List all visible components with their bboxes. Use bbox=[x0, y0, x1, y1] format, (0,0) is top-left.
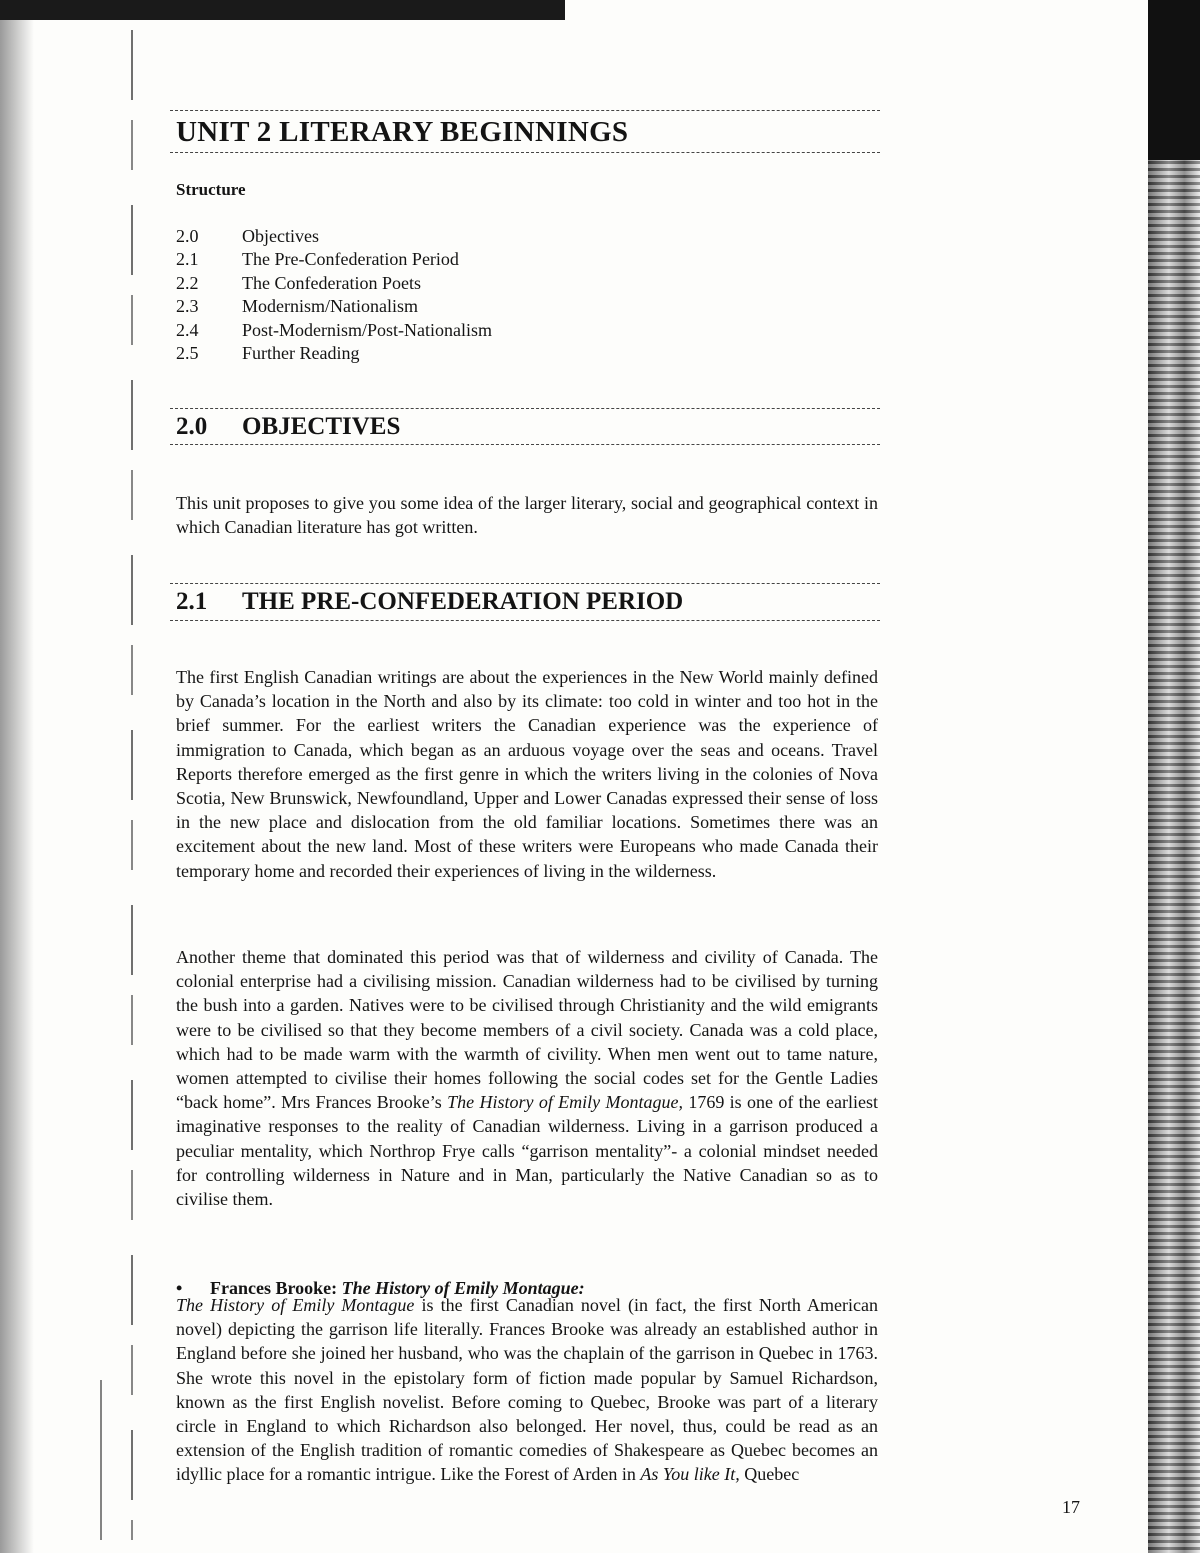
toc-item: 2.1 The Pre-Confederation Period bbox=[176, 249, 459, 270]
book-title-emily-montague: The History of Emily Montague, bbox=[447, 1092, 683, 1113]
pre-confederation-paragraph-2: Another theme that dominated this period was that of wilderness and civility of Canada. The colonial enterprise had a civilising mission. Canadian wilderness had to be civilised by turning the bush into a garden. Natives were to be civilised through Christianity and the wild emigrants were to be civilised so that they become members of a civil society. Canada was a cold place, which had to be made warm with the warmth of civility. When men went out to tame nature, women attempted to civilise their homes following the social codes set for the Gentle Ladies “back home”. Mrs Frances Brooke’s The History of Emily Montague, 1769 is one of the earliest imaginative responses to the reality of Canadian wilderness. Living in a garrison produced a peculiar mentality, which Northrop Frye calls “garrison mentality”- a colonial mindset needed for controlling wilderness in Nature and in Man, particularly the Native Canadian so as to civilise them. bbox=[176, 947, 878, 1210]
pre-confederation-paragraph-1: The first English Canadian writings are about the experiences in the New World mainly defined by Canada’s location in the North and also by its climate: too cold in winter and too hot in the brief summer. For the earliest writers the Canadian experience was the experience of immigration to Canada, which began as an arduous voyage over the seas and oceans. Travel Reports therefore emerged as the first genre in which the writers living in the colonies of Nova Scotia, New Brunswick, Newfoundland, Upper and Lower Canadas expressed their sense of loss in the new place and dislocation from the old familiar locations. Sometimes there was an excitement about the new land. Most of these writers were Europeans who made Canada their temporary home and recorded their experiences of living in the wilderness. bbox=[176, 667, 878, 881]
scan-edge-left bbox=[0, 0, 34, 1553]
bullet-heading-frances-brooke: • Frances Brooke: The History of Emily Montague: bbox=[176, 1278, 585, 1298]
objectives-paragraph: This unit proposes to give you some idea of the larger literary, social and geographical context in which Canadian literature has got written. bbox=[176, 493, 878, 538]
page-number: 17 bbox=[1062, 1497, 1080, 1517]
rule-preconfed-bottom bbox=[170, 620, 880, 621]
structure-label: Structure bbox=[176, 180, 246, 199]
scan-edge-right-dark bbox=[1148, 0, 1200, 160]
binding-margin-line-lower bbox=[100, 1380, 102, 1540]
toc-item: 2.2 The Confederation Poets bbox=[176, 272, 421, 293]
toc-item: 2.0 Objectives bbox=[176, 226, 319, 246]
scan-edge-right bbox=[1148, 0, 1200, 1553]
scan-edge-top bbox=[0, 0, 565, 20]
rule-objectives-bottom bbox=[170, 444, 880, 445]
toc-item: 2.5 Further Reading bbox=[176, 342, 360, 363]
rule-under-title bbox=[170, 152, 880, 153]
binding-margin-line bbox=[131, 30, 133, 1540]
unit-title: UNIT 2 LITERARY BEGINNINGS bbox=[176, 116, 629, 148]
pre-confederation-paragraph-3: The History of Emily Montague is the first Canadian novel (in fact, the first North American novel) depicting the garrison life literally. Frances Brooke was already an established author in England before she joined her husband, who was the chaplain of the garrison in Quebec in 1763. She wrote this novel in the epistolary form of fiction made popular by Samuel Richardson, known as the first English novelist. Before coming to Quebec, Brooke was part of a literary circle in England to which Richardson also belonged. Her novel, thus, could be read as an extension of the English tradition of romantic comedies of Shakespeare as Quebec becomes an idyllic place for a romantic intrigue. Like the Forest of Arden in As You like It, Quebec bbox=[176, 1295, 878, 1485]
rule-preconfed-top bbox=[170, 583, 880, 584]
section-heading-objectives: 2.0 OBJECTIVES bbox=[176, 413, 401, 440]
section-heading-pre-confederation: 2.1 THE PRE-CONFEDERATION PERIOD bbox=[176, 588, 684, 615]
table-of-contents bbox=[176, 225, 492, 365]
toc-item: 2.4 Post-Modernism/Post-Nationalism bbox=[176, 319, 493, 340]
toc-item: 2.3 Modernism/Nationalism bbox=[176, 296, 418, 317]
rule-top bbox=[170, 110, 880, 111]
bullet-dot: • bbox=[176, 1278, 183, 1298]
rule-objectives-top bbox=[170, 408, 880, 409]
